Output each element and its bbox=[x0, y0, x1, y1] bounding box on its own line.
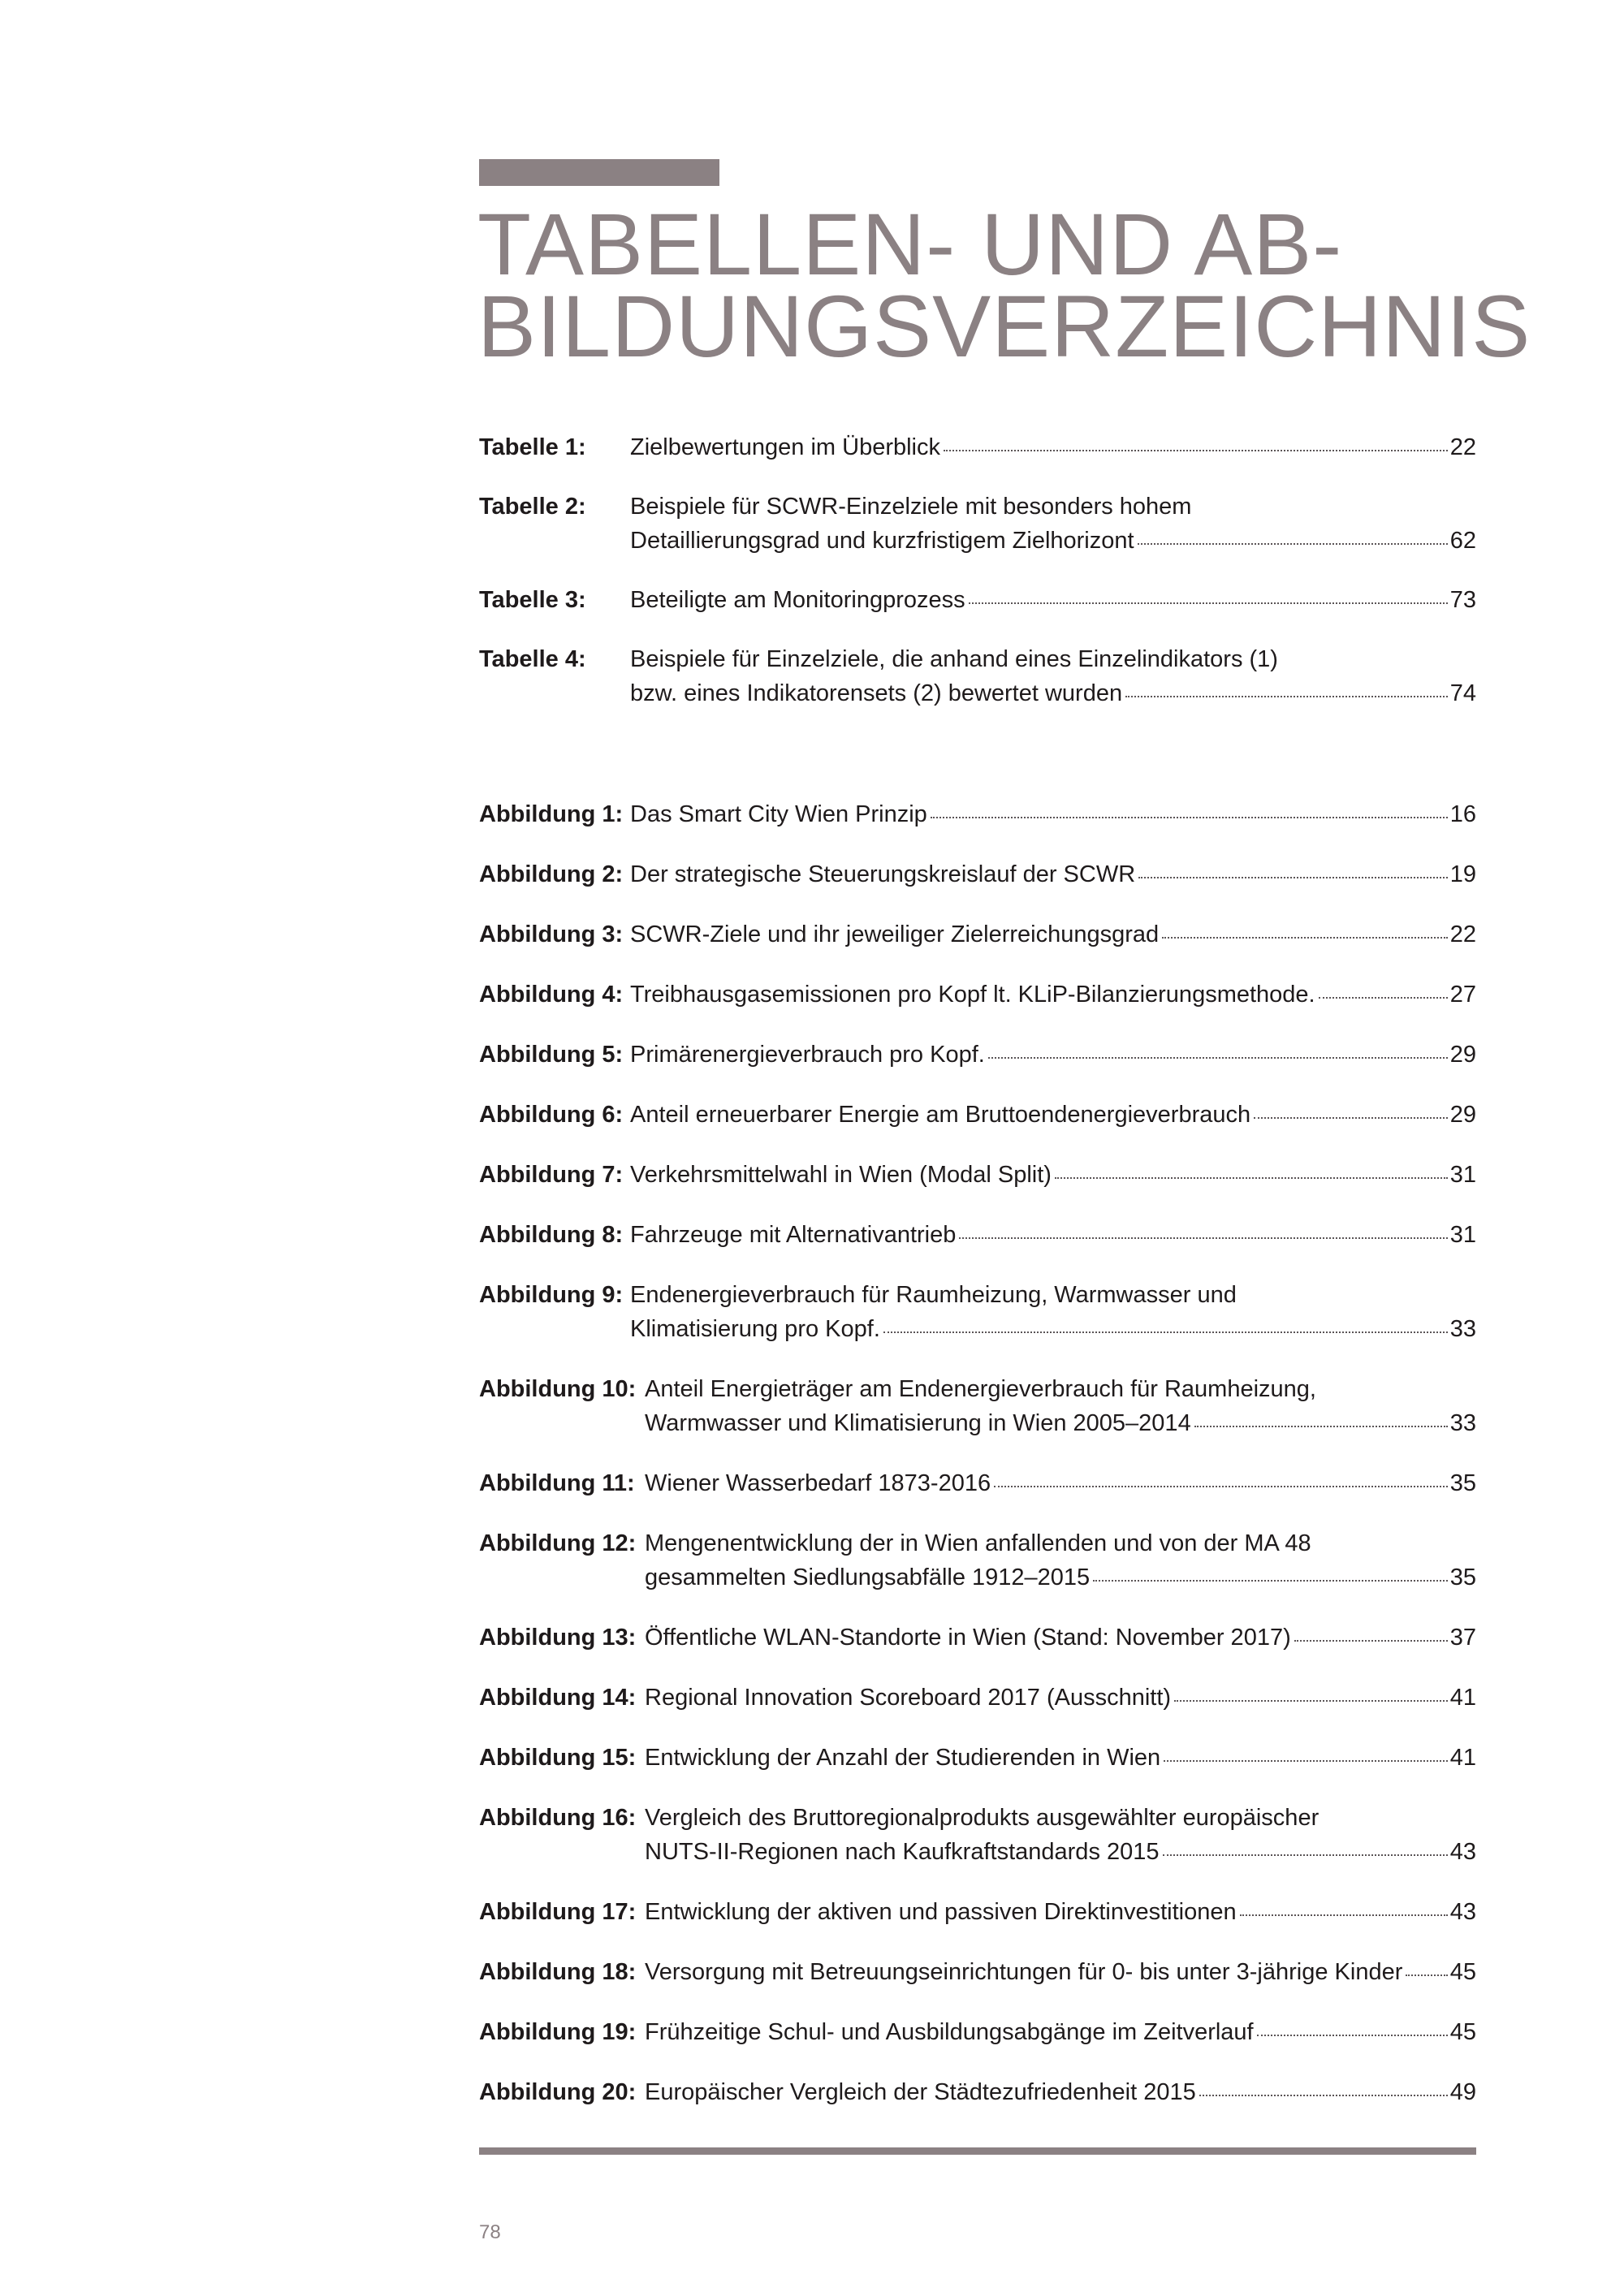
figure-description bbox=[479, 917, 1476, 952]
figure-page-number: 43 bbox=[1449, 1839, 1476, 1865]
figure-entry[interactable] bbox=[479, 797, 1476, 831]
figure-page-number: 41 bbox=[1449, 1685, 1476, 1711]
table-label: Tabelle 1: bbox=[479, 434, 586, 460]
figure-title-row bbox=[645, 2075, 1476, 2109]
figure-page-number: 19 bbox=[1449, 861, 1476, 887]
figure-page-number: 27 bbox=[1449, 982, 1476, 1008]
figure-description bbox=[479, 978, 1476, 1012]
table-description bbox=[479, 490, 1476, 558]
figure-title-line: Entwicklung der Anzahl der Studierenden in Wien bbox=[645, 1745, 1161, 1771]
page-number: 78 bbox=[479, 2221, 501, 2243]
dot-leader bbox=[1257, 2035, 1448, 2036]
figure-title-line: Anteil Energieträger am Endenergieverbrauch für Raumheizung, bbox=[645, 1376, 1316, 1402]
dot-leader bbox=[1164, 1760, 1448, 1762]
figure-label: Abbildung 2: bbox=[479, 861, 624, 887]
dot-leader bbox=[969, 602, 1448, 604]
figure-label: Abbildung 19: bbox=[479, 2019, 637, 2045]
dot-leader bbox=[1138, 543, 1448, 545]
figure-title-line: Frühzeitige Schul- und Ausbildungsabgänge im Zeitverlauf bbox=[645, 2019, 1254, 2045]
figure-page-number: 31 bbox=[1449, 1162, 1476, 1188]
figure-title-row bbox=[630, 917, 1476, 952]
figure-entry[interactable] bbox=[479, 1955, 1476, 1989]
dot-leader bbox=[994, 1486, 1448, 1487]
dot-leader bbox=[1406, 1974, 1447, 1976]
figure-title-row bbox=[645, 1741, 1476, 1775]
title-accent-bar bbox=[479, 159, 719, 186]
figure-label: Abbildung 16: bbox=[479, 1805, 637, 1831]
figure-title-row bbox=[645, 1895, 1476, 1929]
figure-title-line: SCWR-Ziele und ihr jeweiliger Zielerreichungsgrad bbox=[630, 921, 1160, 947]
figure-title-row bbox=[645, 1621, 1476, 1655]
dot-leader bbox=[1125, 696, 1448, 697]
figure-label: Abbildung 13: bbox=[479, 1625, 637, 1651]
figure-title-row bbox=[645, 1466, 1476, 1500]
table-title-line: bzw. eines Indikatorensets (2) bewertet wurden bbox=[630, 680, 1123, 706]
table-entry[interactable] bbox=[479, 642, 1476, 710]
figure-title-line: Klimatisierung pro Kopf. bbox=[630, 1316, 880, 1342]
table-title-row bbox=[630, 524, 1476, 558]
figure-page-number: 45 bbox=[1449, 2019, 1476, 2045]
figure-entry[interactable] bbox=[479, 1681, 1476, 1715]
figure-entry[interactable] bbox=[479, 1801, 1476, 1869]
table-description bbox=[479, 430, 1476, 464]
figure-entry[interactable] bbox=[479, 1526, 1476, 1595]
figure-title-row bbox=[645, 1835, 1476, 1869]
figure-label: Abbildung 20: bbox=[479, 2079, 637, 2105]
dot-leader bbox=[1199, 2095, 1448, 2096]
table-title-row bbox=[630, 430, 1476, 464]
figure-title-line: Mengenentwicklung der in Wien anfallenden und von der MA 48 bbox=[645, 1530, 1311, 1556]
figure-page-number: 35 bbox=[1449, 1564, 1476, 1590]
page-title bbox=[477, 195, 1574, 375]
figure-entry[interactable] bbox=[479, 1098, 1476, 1132]
dot-leader bbox=[1174, 1700, 1448, 1702]
figure-entry[interactable] bbox=[479, 2075, 1476, 2109]
dot-leader bbox=[944, 450, 1448, 451]
figure-list bbox=[479, 797, 1476, 2135]
figure-title-row bbox=[630, 857, 1476, 891]
figure-page-number: 33 bbox=[1449, 1410, 1476, 1436]
figure-label: Abbildung 12: bbox=[479, 1530, 637, 1556]
figure-entry[interactable] bbox=[479, 917, 1476, 952]
figure-page-number: 22 bbox=[1449, 921, 1476, 947]
figure-label: Abbildung 18: bbox=[479, 1959, 637, 1985]
table-entry[interactable] bbox=[479, 583, 1476, 617]
figure-page-number: 49 bbox=[1449, 2079, 1476, 2105]
figure-label: Abbildung 17: bbox=[479, 1899, 637, 1925]
figure-title-line: Vergleich des Bruttoregionalprodukts ausgewählter europäischer bbox=[645, 1805, 1320, 1831]
figure-title-line: Das Smart City Wien Prinzip bbox=[630, 801, 927, 827]
figure-title-line: Fahrzeuge mit Alternativantrieb bbox=[630, 1222, 957, 1248]
figure-title-line: Primärenergieverbrauch pro Kopf. bbox=[630, 1042, 985, 1068]
figure-description bbox=[479, 1098, 1476, 1132]
figure-page-number: 35 bbox=[1449, 1470, 1476, 1496]
figure-description bbox=[479, 1158, 1476, 1192]
figure-label: Abbildung 14: bbox=[479, 1685, 637, 1711]
figure-label: Abbildung 6: bbox=[479, 1102, 624, 1128]
table-title-line: Beispiele für Einzelziele, die anhand eines Einzelindikators (1) bbox=[630, 646, 1278, 672]
figure-title-row bbox=[645, 2015, 1476, 2049]
dot-leader bbox=[1162, 937, 1448, 939]
figure-label: Abbildung 7: bbox=[479, 1162, 624, 1188]
table-title-line: Zielbewertungen im Überblick bbox=[630, 434, 940, 460]
figure-title-row bbox=[630, 1158, 1476, 1192]
dot-leader bbox=[1138, 877, 1448, 878]
figure-page-number: 16 bbox=[1449, 801, 1476, 827]
figure-entry[interactable] bbox=[479, 1741, 1476, 1775]
figure-title-row bbox=[630, 797, 1476, 831]
figure-description bbox=[479, 797, 1476, 831]
table-entry[interactable] bbox=[479, 430, 1476, 464]
figure-entry[interactable] bbox=[479, 1466, 1476, 1500]
dot-leader bbox=[1093, 1580, 1448, 1582]
figure-label: Abbildung 3: bbox=[479, 921, 624, 947]
figure-label: Abbildung 15: bbox=[479, 1745, 637, 1771]
figure-entry[interactable] bbox=[479, 1895, 1476, 1929]
table-label: Tabelle 4: bbox=[479, 646, 586, 672]
figure-title-line: Verkehrsmittelwahl in Wien (Modal Split) bbox=[630, 1162, 1052, 1188]
page-title-line-2: BILDUNGSVERZEICHNIS bbox=[477, 277, 1531, 375]
table-label: Tabelle 2: bbox=[479, 494, 586, 520]
figure-title-line: Anteil erneuerbarer Energie am Bruttoendenergieverbrauch bbox=[630, 1102, 1251, 1128]
dot-leader bbox=[1194, 1426, 1448, 1427]
figure-page-number: 29 bbox=[1449, 1042, 1476, 1068]
table-title-row bbox=[630, 676, 1476, 710]
figure-label: Abbildung 10: bbox=[479, 1376, 637, 1402]
figure-label: Abbildung 11: bbox=[479, 1470, 635, 1496]
dot-leader bbox=[1055, 1177, 1448, 1179]
figure-title-line: Treibhausgasemissionen pro Kopf lt. KLiP-Bilanzierungsmethode. bbox=[630, 982, 1315, 1008]
figure-page-number: 45 bbox=[1449, 1959, 1476, 1985]
dot-leader bbox=[1319, 997, 1448, 999]
figure-entry[interactable] bbox=[479, 978, 1476, 1012]
table-title-line: Beteiligte am Monitoringprozess bbox=[630, 587, 965, 613]
figure-label: Abbildung 5: bbox=[479, 1042, 624, 1068]
figure-title-row bbox=[630, 1098, 1476, 1132]
table-page-number: 62 bbox=[1449, 528, 1476, 554]
figure-title-row bbox=[645, 1681, 1476, 1715]
figure-title-row bbox=[645, 1406, 1476, 1440]
figure-title-line: Endenergieverbrauch für Raumheizung, Warmwasser und bbox=[630, 1282, 1237, 1308]
figure-description bbox=[479, 857, 1476, 891]
dot-leader bbox=[1254, 1117, 1448, 1119]
figure-label: Abbildung 9: bbox=[479, 1282, 624, 1308]
bottom-divider bbox=[479, 2147, 1476, 2155]
figure-entry[interactable] bbox=[479, 2015, 1476, 2049]
dot-leader bbox=[1163, 1854, 1448, 1856]
figure-entry[interactable] bbox=[479, 1218, 1476, 1252]
figure-entry[interactable] bbox=[479, 1621, 1476, 1655]
table-title-line: Beispiele für SCWR-Einzelziele mit besonders hohem bbox=[630, 494, 1192, 520]
figure-title-row bbox=[630, 1218, 1476, 1252]
figure-title-row bbox=[645, 1560, 1476, 1595]
table-page-number: 22 bbox=[1449, 434, 1476, 460]
figure-page-number: 29 bbox=[1449, 1102, 1476, 1128]
figure-title-line: Entwicklung der aktiven und passiven Direktinvestitionen bbox=[645, 1899, 1237, 1925]
figure-page-number: 31 bbox=[1449, 1222, 1476, 1248]
figure-page-number: 37 bbox=[1449, 1625, 1476, 1651]
table-list bbox=[479, 430, 1476, 736]
figure-label: Abbildung 4: bbox=[479, 982, 624, 1008]
table-title-line: Detaillierungsgrad und kurzfristigem Zielhorizont bbox=[630, 528, 1134, 554]
figure-entry[interactable] bbox=[479, 857, 1476, 891]
figure-title-line: NUTS-II-Regionen nach Kaufkraftstandards 2015 bbox=[645, 1839, 1160, 1865]
figure-title-row bbox=[630, 1038, 1476, 1072]
figure-title-row bbox=[645, 1955, 1476, 1989]
dot-leader bbox=[1240, 1914, 1448, 1916]
figure-label: Abbildung 8: bbox=[479, 1222, 624, 1248]
figure-entry[interactable] bbox=[479, 1158, 1476, 1192]
figure-label: Abbildung 1: bbox=[479, 801, 624, 827]
figure-title-line: Der strategische Steuerungskreislauf der SCWR bbox=[630, 861, 1136, 887]
figure-title-line: Warmwasser und Klimatisierung in Wien 2005–2014 bbox=[645, 1410, 1191, 1436]
table-description bbox=[479, 642, 1476, 710]
figure-page-number: 33 bbox=[1449, 1316, 1476, 1342]
table-label: Tabelle 3: bbox=[479, 587, 586, 613]
table-entry[interactable] bbox=[479, 490, 1476, 558]
figure-page-number: 41 bbox=[1449, 1745, 1476, 1771]
figure-description bbox=[479, 1038, 1476, 1072]
figure-entry[interactable] bbox=[479, 1278, 1476, 1346]
table-page-number: 73 bbox=[1449, 587, 1476, 613]
figure-title-line: Europäischer Vergleich der Städtezufriedenheit 2015 bbox=[645, 2079, 1196, 2105]
dot-leader bbox=[883, 1331, 1448, 1333]
figure-entry[interactable] bbox=[479, 1038, 1476, 1072]
figure-title-row bbox=[630, 1312, 1476, 1346]
figure-title-line: gesammelten Siedlungsabfälle 1912–2015 bbox=[645, 1564, 1091, 1590]
figure-entry[interactable] bbox=[479, 1372, 1476, 1440]
figure-title-line: Regional Innovation Scoreboard 2017 (Ausschnitt) bbox=[645, 1685, 1172, 1711]
figure-title-line: Öffentliche WLAN-Standorte in Wien (Stand: November 2017) bbox=[645, 1625, 1291, 1651]
dot-leader bbox=[959, 1237, 1447, 1239]
dot-leader bbox=[988, 1057, 1448, 1059]
figure-title-line: Versorgung mit Betreuungseinrichtungen für 0- bis unter 3-jährige Kinder bbox=[645, 1959, 1403, 1985]
table-description bbox=[479, 583, 1476, 617]
dot-leader bbox=[931, 817, 1448, 818]
dot-leader bbox=[1294, 1640, 1448, 1642]
table-page-number: 74 bbox=[1449, 680, 1476, 706]
page-title-line-1: TABELLEN- UND AB- bbox=[477, 195, 1343, 293]
figure-description bbox=[479, 1218, 1476, 1252]
figure-title-row bbox=[630, 978, 1476, 1012]
figure-page-number: 43 bbox=[1449, 1899, 1476, 1925]
figure-description bbox=[479, 1278, 1476, 1346]
table-title-row bbox=[630, 583, 1476, 617]
figure-title-line: Wiener Wasserbedarf 1873-2016 bbox=[645, 1470, 991, 1496]
